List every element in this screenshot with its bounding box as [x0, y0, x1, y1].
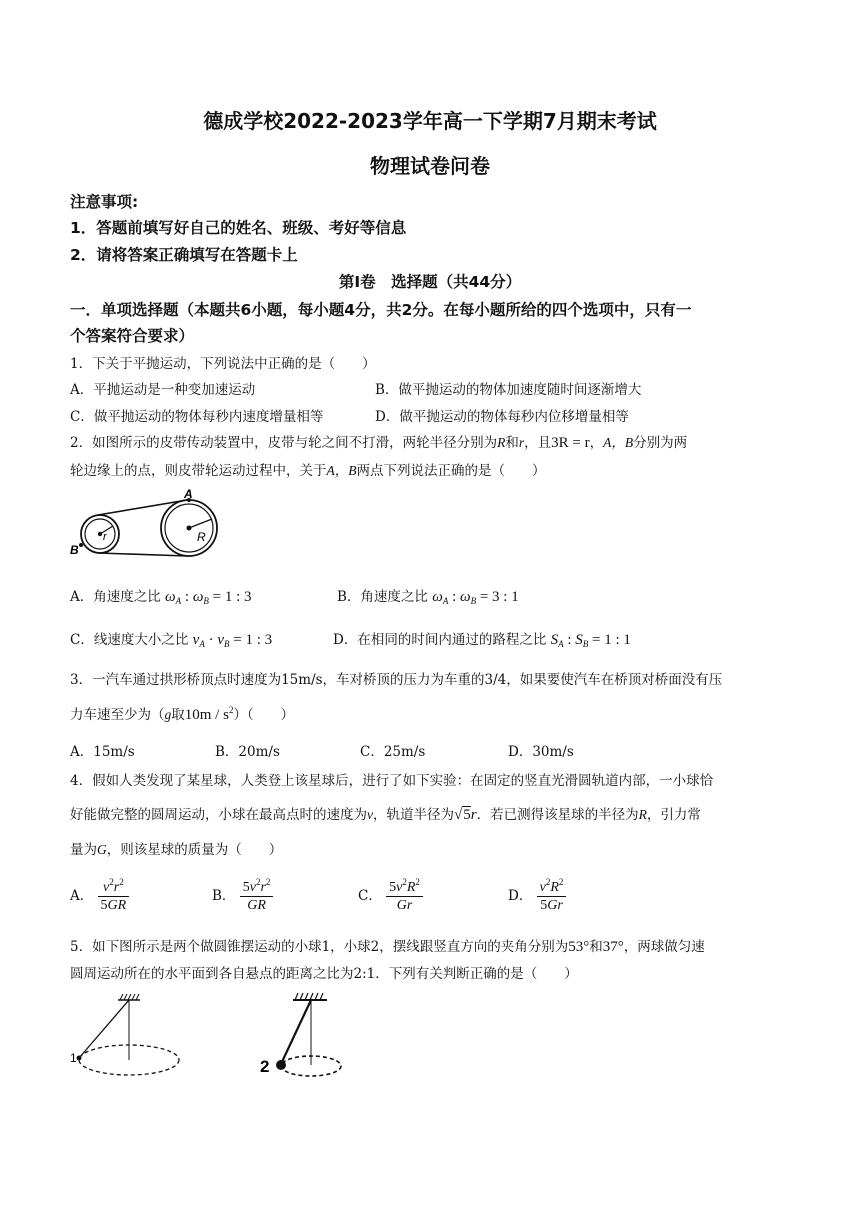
- q2-option-c: C．线速度大小之比 $v_A \cdot v_B = 1$ : 3: [70, 632, 273, 649]
- q3-stem-line2: 力车速至少为（g取$10m / s^2$）（ ）: [70, 705, 295, 723]
- q2-option-a: A．角速度之比 $\omega_A$ : $\omega_B = 1$ : 3: [70, 589, 252, 606]
- q4-option-d: D． $\frac{v^2R^2}{5Gr}$: [508, 874, 566, 914]
- label-ball-2: 2: [260, 1057, 270, 1076]
- belt-drive-diagram: [68, 488, 228, 568]
- q1-option-b: B．做平抛运动的物体加速度随时间逐渐增大: [375, 382, 642, 398]
- q2-option-b: B．角速度之比 $\omega_A$ : $\omega_B = 3$ : 1: [337, 589, 519, 606]
- ball-1: [77, 1056, 82, 1061]
- q3-option-a: A．15m/s: [70, 744, 135, 760]
- q3-stem-line1: 3．一汽车通过拱形桥顶点时速度为15m/s，车对桥顶的压力为车重的3/4，如果要使汽车在桥顶对桥面没有压: [70, 672, 723, 688]
- notice-item-1: 1．答题前填写好自己的姓名、班级、考好等信息: [70, 219, 407, 237]
- q4-option-b: B． $\frac{5v^2r^2}{GR}$: [212, 874, 273, 914]
- q2-stem-line2: 轮边缘上的点，则皮带轮运动过程中，关于A，B两点下列说法正确的是（ ）: [70, 463, 546, 479]
- q1-option-d: D．做平抛运动的物体每秒内位移增量相等: [375, 409, 629, 425]
- q1-option-c: C．做平抛运动的物体每秒内速度增量相等: [70, 409, 324, 425]
- q2-stem-line1: 2．如图所示的皮带传动装置中，皮带与轮之间不打滑，两轮半径分别为R和r，且3R = r，A，B分别为两: [70, 435, 688, 451]
- exam-subtitle: 物理试卷问卷: [370, 154, 490, 178]
- label-point-a: A: [184, 488, 193, 501]
- part1-instructions-line2: 个答案符合要求）: [70, 327, 195, 345]
- part1-instructions-line1: 一．单项选择题（本题共6小题，每小题4分，共2分。在每小题所给的四个选项中，只有一: [70, 301, 692, 319]
- q1-option-a: A．平抛运动是一种变加速运动: [70, 382, 256, 398]
- volume-title: 第Ⅰ卷 选择题（共44分）: [338, 273, 522, 291]
- conical-pendulum-1-diagram: [66, 990, 196, 1086]
- label-small-radius: r: [103, 531, 107, 543]
- q3-option-b: B．20m/s: [215, 744, 280, 760]
- q1-stem: 1．下关于平抛运动，下列说法中正确的是（ ）: [70, 356, 376, 372]
- pendulum-string: [281, 1000, 311, 1064]
- conical-pendulum-2-diagram: [255, 990, 355, 1086]
- label-point-b: B: [70, 543, 79, 557]
- label-large-radius: R: [197, 530, 206, 544]
- q2-radius-equation: 3R = r: [551, 435, 590, 451]
- q4-option-a: A． $\frac{v^2r^2}{5GR}$: [70, 874, 129, 914]
- q5-stem-line1: 5．如下图所示是两个做圆锥摆运动的小球1，小球2，摆线跟竖直方向的夹角分别为53°和37°，两球做匀速: [70, 939, 705, 955]
- q3-gravity-value: $10m / s^2$: [184, 705, 234, 723]
- notice-item-2: 2．请将答案正确填写在答题卡上: [70, 246, 298, 264]
- q2-option-d: D．在相同的时间内通过的路程之比 $S_A$ : $S_B = 1$ : 1: [333, 632, 631, 649]
- q4-stem-line3: 量为G，则该星球的质量为（ ）: [70, 842, 283, 858]
- exam-title: 德成学校2022-2023学年高一下学期7月期末考试: [203, 109, 657, 133]
- q3-option-d: D．30m/s: [508, 744, 574, 760]
- q4-orbit-radius: √5r: [454, 807, 477, 823]
- notice-heading: 注意事项:: [70, 193, 139, 211]
- pendulum-string: [79, 1000, 129, 1058]
- belt-bottom: [98, 553, 187, 556]
- q5-stem-line2: 圆周运动所在的水平面到各自悬点的距离之比为2:1．下列有关判断正确的是（ ）: [70, 966, 578, 982]
- belt-top: [98, 500, 187, 515]
- q4-stem-line2: 好能做完整的圆周运动，小球在最高点时的速度为v，轨道半径为√5r．若已测得该星球的半径为R，引力常: [70, 807, 701, 823]
- label-ball-1: 1: [70, 1051, 77, 1065]
- ball-2: [276, 1060, 286, 1070]
- q3-option-c: C．25m/s: [360, 744, 426, 760]
- q4-stem-line1: 4．假如人类发现了某星球，人类登上该星球后，进行了如下实验：在固定的竖直光滑圆轨道内部，一小球恰: [70, 773, 714, 789]
- q4-option-c: C． $\frac{5v^2R^2}{Gr}$: [358, 874, 423, 914]
